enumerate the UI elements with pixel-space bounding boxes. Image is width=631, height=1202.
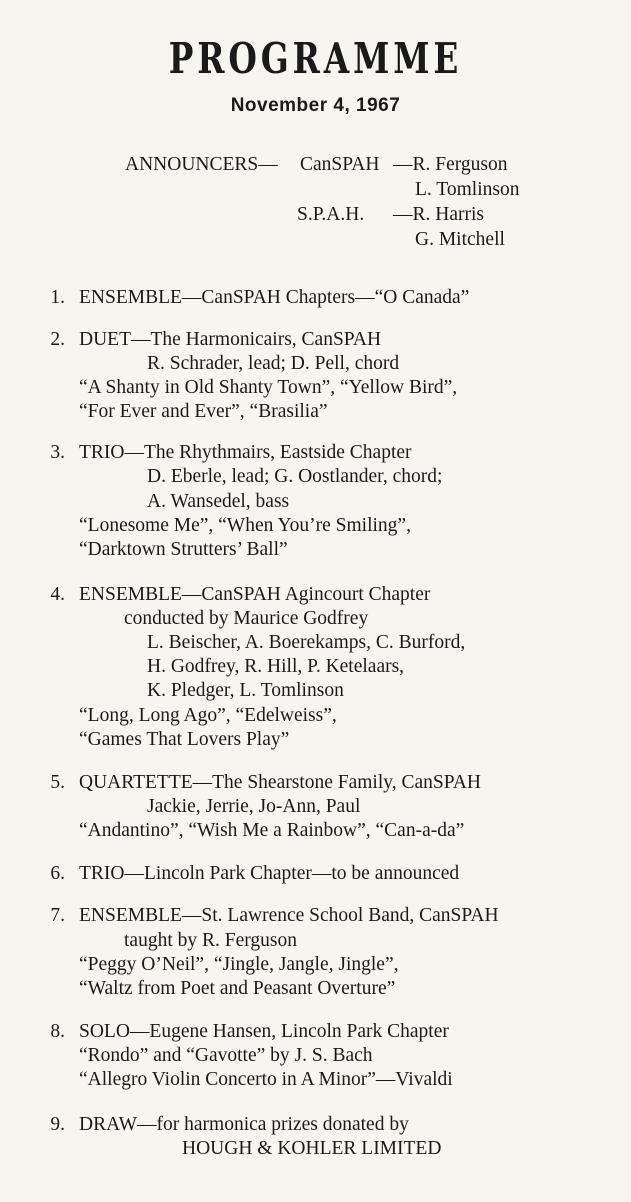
item-songs: “Waltz from Poet and Peasant Overture” xyxy=(79,978,396,999)
item-songs: “Games That Lovers Play” xyxy=(79,729,290,750)
item-songs: “Rondo” and “Gavotte” by J. S. Bach xyxy=(79,1045,373,1066)
item-performers: R. Schrader, lead; D. Pell, chord xyxy=(147,353,400,374)
item-number: 1. xyxy=(50,287,65,308)
item-number: 8. xyxy=(50,1021,65,1042)
item-number: 7. xyxy=(50,905,65,926)
item-songs: “A Shanty in Old Shanty Town”, “Yellow Bird”, xyxy=(79,377,458,398)
item-songs: “Long, Long Ago”, “Edelweiss”, xyxy=(79,705,337,726)
announcer-name: L. Tomlinson xyxy=(415,179,520,200)
item-heading: DUET—The Harmonicairs, CanSPAH xyxy=(79,329,382,350)
item-number: 2. xyxy=(50,329,65,350)
item-performers: D. Eberle, lead; G. Oostlander, chord; xyxy=(147,466,443,487)
item-heading: QUARTETTE—The Shearstone Family, CanSPAH xyxy=(79,772,481,793)
announcers-org-canspah: CanSPAH xyxy=(300,154,380,175)
item-heading: ENSEMBLE—St. Lawrence School Band, CanSPAH xyxy=(79,905,499,926)
announcer-name: G. Mitchell xyxy=(415,229,505,250)
item-songs: “Allegro Violin Concerto in A Minor”—Vivaldi xyxy=(79,1069,453,1090)
item-heading: DRAW—for harmonica prizes donated by xyxy=(79,1114,409,1135)
item-heading: ENSEMBLE—CanSPAH Agincourt Chapter xyxy=(79,584,431,605)
item-number: 9. xyxy=(50,1114,65,1135)
item-songs: “Peggy O’Neil”, “Jingle, Jangle, Jingle”, xyxy=(79,954,399,975)
item-number: 6. xyxy=(50,863,65,884)
item-number: 4. xyxy=(50,584,65,605)
page-title: PROGRAMME xyxy=(168,34,463,83)
item-songs: “Andantino”, “Wish Me a Rainbow”, “Can-a-da” xyxy=(79,820,465,841)
announcers-label: ANNOUNCERS— xyxy=(125,154,278,175)
item-performers: A. Wansedel, bass xyxy=(147,491,290,512)
item-number: 5. xyxy=(50,772,65,793)
item-songs: “Lonesome Me”, “When You’re Smiling”, xyxy=(79,515,411,536)
announcer-name: —R. Ferguson xyxy=(393,154,508,175)
item-teacher: taught by R. Ferguson xyxy=(124,930,297,951)
item-performers: Jackie, Jerrie, Jo-Ann, Paul xyxy=(147,796,361,817)
announcer-name: —R. Harris xyxy=(393,204,484,225)
item-sponsor: HOUGH & KOHLER LIMITED xyxy=(182,1138,442,1159)
item-heading: ENSEMBLE—CanSPAH Chapters—“O Canada” xyxy=(79,287,470,308)
programme-date: November 4, 1967 xyxy=(230,95,401,116)
announcers-org-spah: S.P.A.H. xyxy=(297,204,365,225)
item-performers: L. Beischer, A. Boerekamps, C. Burford, xyxy=(147,632,466,653)
item-number: 3. xyxy=(50,442,65,463)
item-conductor: conducted by Maurice Godfrey xyxy=(124,608,369,629)
item-heading: SOLO—Eugene Hansen, Lincoln Park Chapter xyxy=(79,1021,449,1042)
item-heading: TRIO—The Rhythmairs, Eastside Chapter xyxy=(79,442,412,463)
item-songs: “Darktown Strutters’ Ball” xyxy=(79,539,288,560)
item-songs: “For Ever and Ever”, “Brasilia” xyxy=(79,401,328,422)
item-heading: TRIO—Lincoln Park Chapter—to be announced xyxy=(79,863,460,884)
item-performers: K. Pledger, L. Tomlinson xyxy=(147,680,344,701)
item-performers: H. Godfrey, R. Hill, P. Ketelaars, xyxy=(147,656,405,677)
